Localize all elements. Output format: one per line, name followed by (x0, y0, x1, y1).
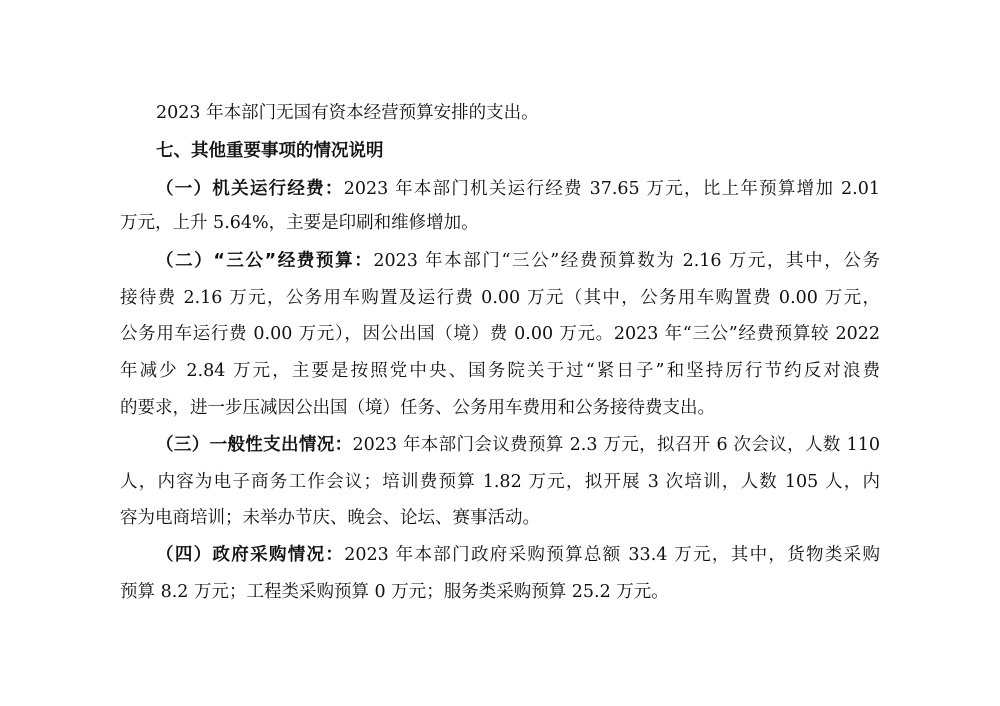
item-1-line-1 (156, 177, 880, 201)
section-title: 七、其他重要事项的情况说明 (156, 141, 384, 161)
paragraph-state-capital (156, 101, 880, 125)
item-2-line-3: 公务用车运行费 0.00 万元），因公出国（境）费 0.00 万元。2023 年“三公”经费预算较 2022 (120, 324, 880, 344)
item-4-text-1: 2023 年本部门政府采购预算总额 33.4 万元，其中，货物类采购 (344, 545, 881, 565)
item-2-text-1: 2023 年本部门“三公”经费预算数为 2.16 万元，其中，公务 (373, 251, 880, 271)
item-4-line-2: 预算 8.2 万元；工程类采购预算 0 万元；服务类采购预算 25.2 万元。 (120, 582, 669, 602)
item-3-line-1 (156, 433, 880, 457)
item-2-line-4: 年减少 2.84 万元，主要是按照党中央、国务院关于过“紧日子”和坚持厉行节约反对浪费 (120, 361, 880, 381)
item-1-text-1: 2023 年本部门机关运行经费 37.65 万元，比上年预算增加 2.01 (343, 179, 881, 199)
item-4-label: （四）政府采购情况： (156, 545, 345, 565)
item-2-label: （二）“三公”经费预算： (156, 251, 374, 271)
item-2-line-1 (156, 249, 880, 273)
item-1-line-2: 万元，上升 5.64%，主要是印刷和维修增加。 (120, 213, 479, 233)
item-2-line-2: 接待费 2.16 万元，公务用车购置及运行费 0.00 万元（其中，公务用车购置费 0.00 万元， (120, 288, 880, 308)
item-2-line-5: 的要求，进一步压减因公出国（境）任务、公务用车费用和公务接待费支出。 (120, 398, 715, 418)
item-3-label: （三）一般性支出情况： (156, 435, 353, 455)
item-4-line-1 (156, 543, 880, 567)
paragraph-state-capital-text: 2023 年本部门无国有资本经营预算安排的支出。 (156, 103, 539, 123)
item-1-label: （一）机关运行经费： (156, 179, 344, 199)
item-3-line-2: 人，内容为电子商务工作会议；培训费预算 1.82 万元，拟开展 3 次培训，人数 105 人，内 (120, 472, 880, 492)
item-3-line-3: 容为电商培训；未举办节庆、晚会、论坛、赛事活动。 (120, 508, 540, 528)
item-3-text-1: 2023 年本部门会议费预算 2.3 万元，拟召开 6 次会议，人数 110 (352, 435, 881, 455)
